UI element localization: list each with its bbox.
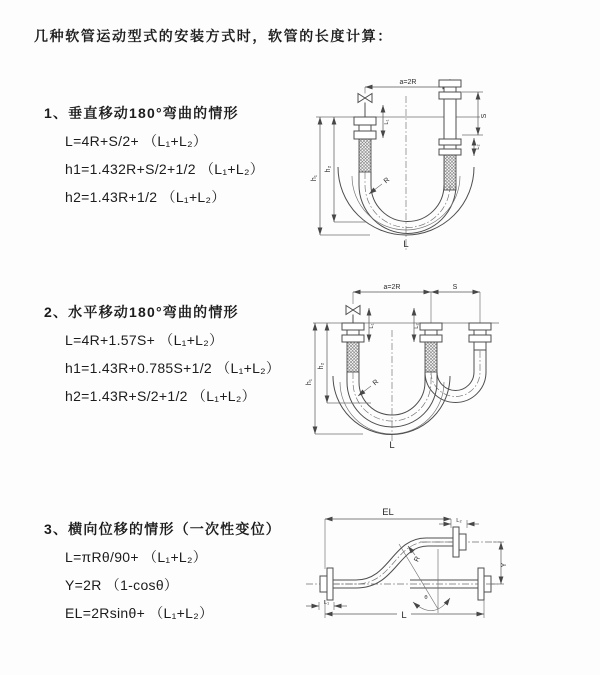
radius-label: R: [371, 378, 381, 388]
dim-label-y: Y: [501, 562, 508, 568]
dimension-l2: [414, 308, 420, 342]
left-pipe-fitting: [354, 117, 376, 172]
formula-length: L=4R+1.57S+ （L₁+L₂）: [65, 332, 224, 348]
dim-label-l2: L₂: [475, 144, 481, 150]
formula-h2: h2=1.43R+1/2 （L₁+L₂）: [65, 189, 226, 205]
theta-label: θ: [424, 595, 428, 601]
hose-length-label: L: [389, 440, 395, 451]
dim-label-h2: h₂: [325, 165, 332, 173]
radius-label: R: [413, 555, 422, 564]
dim-label-h2: h₂: [318, 362, 325, 370]
dim-label-l2: L₂: [456, 518, 462, 524]
dimension-a2r: [353, 284, 431, 292]
dim-label-l1: L₁: [384, 119, 390, 125]
page-title: 几种软管运动型式的安装方式时，软管的长度计算：: [34, 28, 393, 44]
section-3-heading: 3、横向位移的情形（一次性变位）: [44, 521, 281, 537]
valve-icon: [346, 306, 360, 324]
dim-label-h1: h₁: [306, 378, 313, 386]
dimension-a2r: [365, 79, 450, 87]
right-pipe-fitting: [439, 80, 461, 190]
formula-y: Y=2R （1-cosθ）: [65, 577, 179, 593]
radius-construction: [399, 544, 438, 613]
upper-right-flange: [453, 527, 466, 557]
diagram-vertical-180-bend: [308, 72, 598, 258]
middle-pipe-fitting: [420, 323, 442, 372]
angle-theta: [413, 595, 450, 611]
dim-label-l2: L₂: [414, 323, 420, 329]
dim-label-a2r: a=2R: [399, 79, 417, 86]
dim-label-l: L: [401, 610, 407, 621]
diagram-lateral-displacement: [298, 497, 598, 645]
dimension-l1: [383, 105, 390, 138]
formula-h1: h1=1.43R+0.785S+1/2 （L₁+L₂）: [65, 360, 281, 376]
dim-label-h1: h₁: [311, 174, 318, 182]
section-vertical-movement: [44, 105, 264, 205]
dim-label-a2r: a=2R: [383, 284, 401, 291]
dimension-l1: [369, 308, 375, 342]
dim-label-s: S: [481, 113, 488, 119]
dim-label-l1: L₁: [369, 323, 375, 329]
section-lateral-displacement: [44, 521, 281, 621]
hose-length-label: L: [403, 239, 409, 250]
radius-label: R: [382, 176, 392, 186]
dimension-s: [462, 92, 488, 135]
right-pipe-fitting: [469, 323, 491, 350]
valve-icon: [358, 87, 372, 117]
diagram-horizontal-180-bend: [303, 282, 598, 454]
section-horizontal-movement: [44, 304, 280, 404]
section-2-heading: 2、水平移动180°弯曲的情形: [44, 304, 239, 320]
formula-h1: h1=1.432R+S/2+1/2 （L₁+L₂）: [65, 161, 265, 177]
formula-el: EL=2Rsinθ+ （L₁+L₂）: [65, 605, 214, 621]
section-1-heading: 1、垂直移动180°弯曲的情形: [44, 105, 239, 121]
left-pipe-fitting: [342, 323, 364, 372]
dimension-l2: [474, 138, 481, 156]
dimension-l1: [306, 600, 347, 610]
left-flange: [320, 568, 333, 600]
dim-label-l1: L₁: [323, 600, 330, 606]
dim-label-el: EL: [382, 507, 394, 518]
dim-label-s: S: [452, 284, 458, 291]
formula-h2: h2=1.43R+S/2+1/2 （L₁+L₂）: [65, 388, 256, 404]
radius-callout: [369, 177, 391, 194]
dimension-l: [325, 600, 484, 621]
radius-callout: [358, 379, 380, 396]
formula-length: L=4R+S/2+ （L₁+L₂）: [65, 133, 208, 149]
dimension-s: [431, 284, 480, 292]
formula-length: L=πRθ/90+ （L₁+L₂）: [65, 549, 208, 565]
